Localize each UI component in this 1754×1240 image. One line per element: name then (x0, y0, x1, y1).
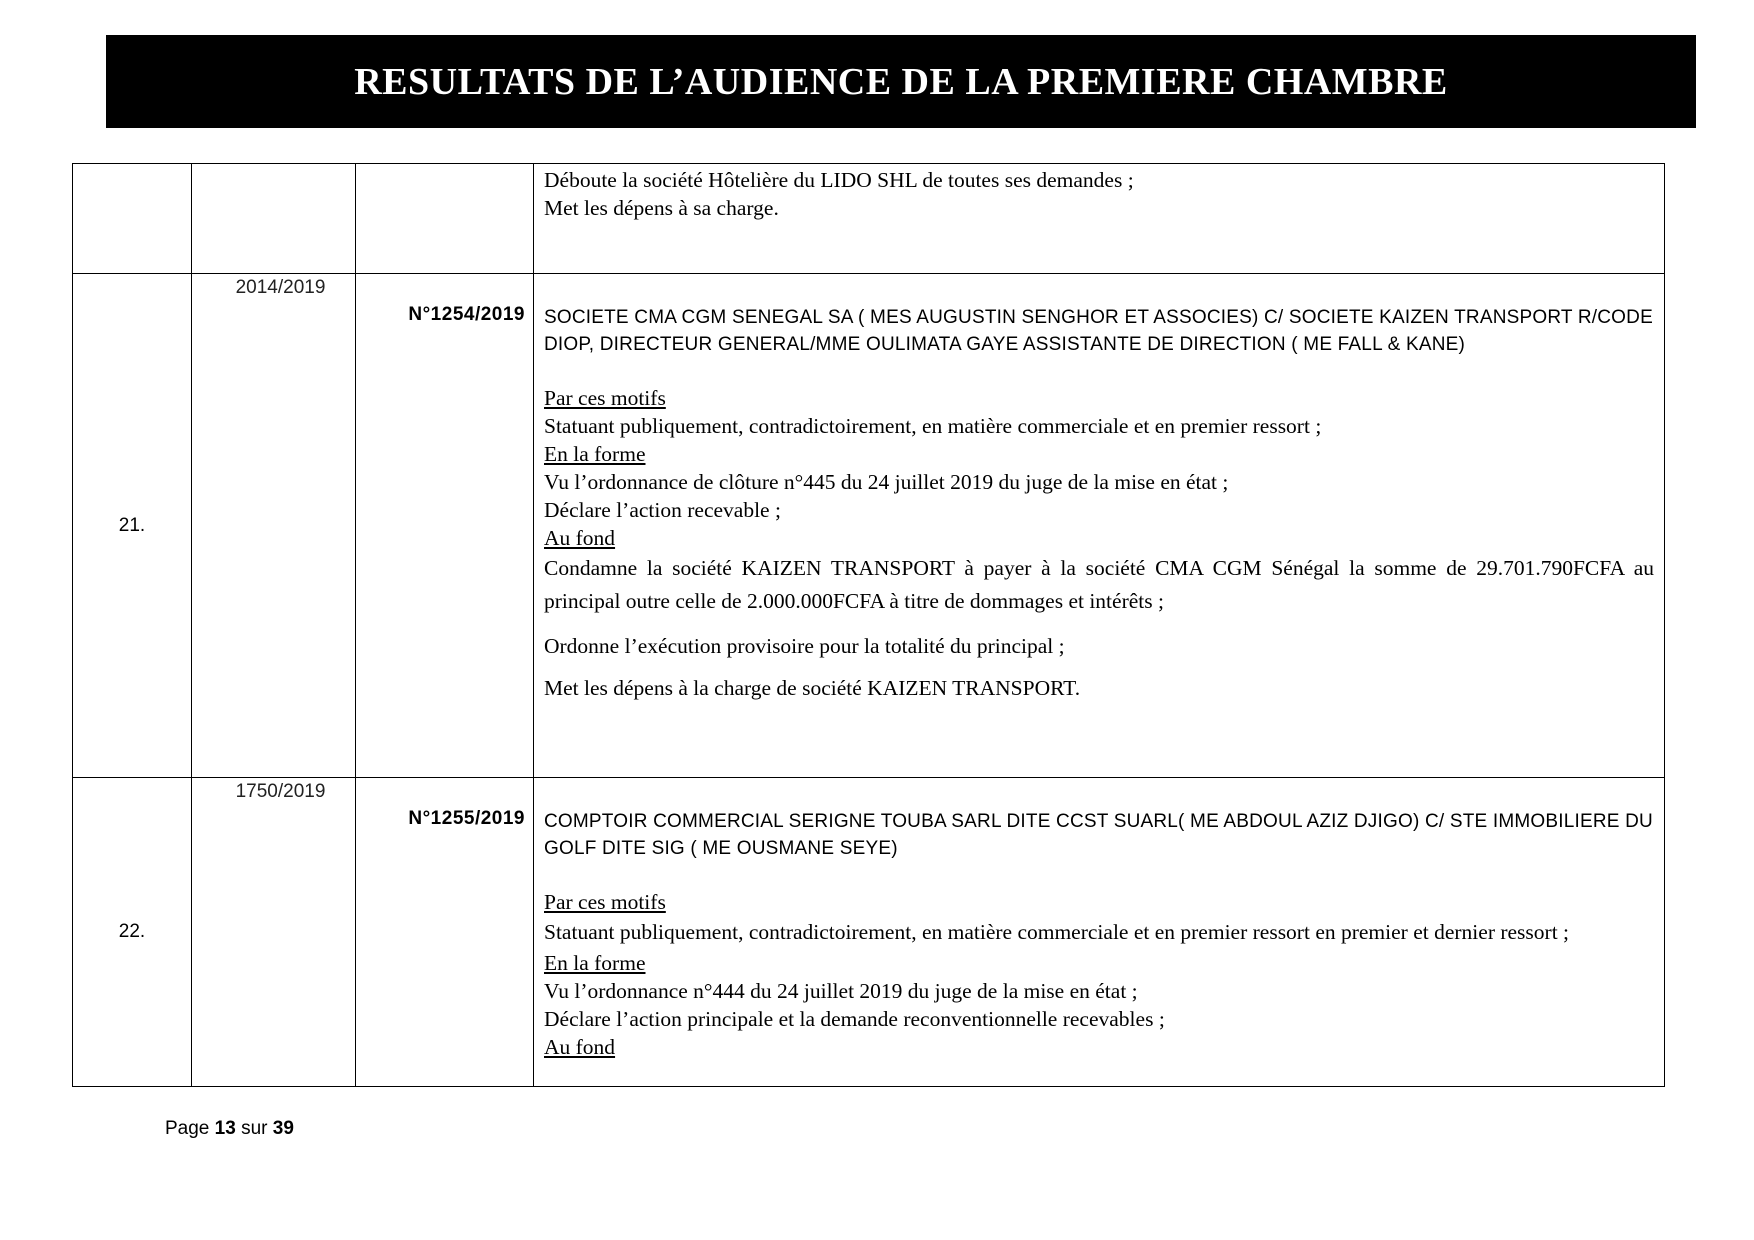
page-sep: sur (241, 1118, 268, 1139)
decision-line: Déboute la société Hôtelière du LIDO SHL de toutes ses demandes ; (544, 168, 1134, 192)
decision-line: Condamne la société KAIZEN TRANSPORT à payer à la société CMA CGM Sénégal la somme de 29.701.790FCFA au principal outre celle de 2.000.000FCFA à titre de dommages et intérêts ; (544, 556, 1654, 613)
heading-fond: Au fond (544, 1035, 616, 1059)
judgment-number: N°1255/2019 (356, 778, 534, 1087)
parties-text: COMPTOIR COMMERCIAL SERIGNE TOUBA SARL DITE CCST SUARL( ME ABDOUL AZIZ DJIGO) C/ STE IMMOBILIERE DU GOLF DITE SIG ( ME OUSMANE SEYE) (544, 811, 1653, 859)
page-footer (165, 1118, 294, 1140)
decision-cell (534, 778, 1665, 1087)
decision-line: Vu l’ordonnance de clôture n°445 du 24 juillet 2019 du juge de la mise en état ; (544, 470, 1229, 494)
heading-forme: En la forme (544, 442, 646, 466)
rg-number: 2014/2019 (192, 274, 356, 778)
decision-line: Déclare l’action recevable ; (544, 498, 781, 522)
table-row (73, 164, 1665, 274)
page-title: RESULTATS DE L’AUDIENCE DE LA PREMIERE CHAMBRE (354, 60, 1448, 103)
decision-line: Déclare l’action principale et la demande reconventionnelle recevables ; (544, 1007, 1165, 1031)
table-row (73, 274, 1665, 778)
row-number: 22. (73, 778, 192, 1087)
decision-line: Statuant publiquement, contradictoirement, en matière commerciale et en premier ressort ; (544, 414, 1322, 438)
decision-line: Statuant publiquement, contradictoirement, en matière commerciale et en premier ressort en premier et dernier ressort ; (544, 920, 1570, 944)
decision-line: Met les dépens à sa charge. (544, 196, 779, 220)
row-number (73, 164, 192, 274)
heading-fond: Au fond (544, 526, 616, 550)
page-number: 13 (214, 1118, 236, 1139)
page-total: 39 (272, 1118, 294, 1139)
decision-cell (534, 164, 1665, 274)
decision-line: Vu l’ordonnance n°444 du 24 juillet 2019 du juge de la mise en état ; (544, 979, 1138, 1003)
judgment-number: N°1254/2019 (356, 274, 534, 778)
rg-number (192, 164, 356, 274)
row-number: 21. (73, 274, 192, 778)
header-band (106, 35, 1696, 128)
rg-number: 1750/2019 (192, 778, 356, 1087)
heading-motifs: Par ces motifs (544, 890, 666, 914)
table-row (73, 778, 1665, 1087)
decision-cell (534, 274, 1665, 778)
decision-line: Ordonne l’exécution provisoire pour la totalité du principal ; (544, 634, 1065, 658)
page-label: Page (165, 1118, 210, 1139)
decision-line: Met les dépens à la charge de société KAIZEN TRANSPORT. (544, 676, 1081, 700)
parties-text: SOCIETE CMA CGM SENEGAL SA ( MES AUGUSTIN SENGHOR ET ASSOCIES) C/ SOCIETE KAIZEN TRANSPORT R/CODE DIOP, DIRECTEUR GENERAL/MME OULIMATA GAYE ASSISTANTE DE DIRECTION ( ME FALL & KANE) (544, 307, 1653, 355)
judgment-number (356, 164, 534, 274)
heading-motifs: Par ces motifs (544, 386, 666, 410)
results-table (72, 163, 1665, 1087)
heading-forme: En la forme (544, 951, 646, 975)
